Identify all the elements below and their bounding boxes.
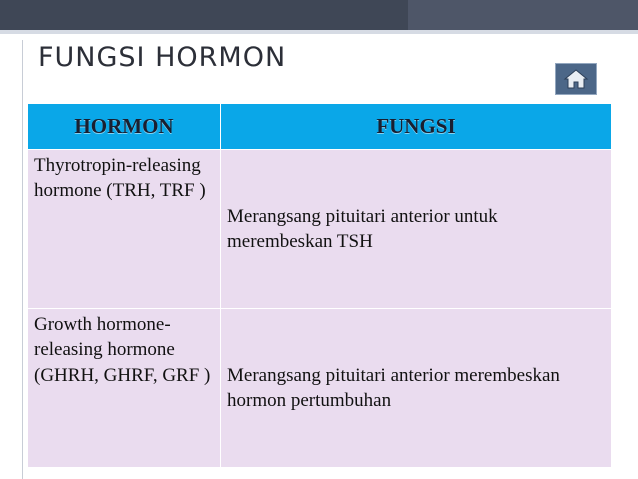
- top-banner-stripe: [0, 30, 638, 34]
- hormone-table: [27, 103, 612, 468]
- header-hormon: HORMON: [28, 104, 221, 150]
- header-fungsi: FUNGSI: [221, 104, 612, 150]
- table-row: [28, 150, 612, 309]
- home-icon: [563, 68, 589, 90]
- hormone-name-cell: Growth hormone-releasing hormone (GHRH, GHRF, GRF ): [28, 309, 221, 468]
- table-header-row: [28, 104, 612, 150]
- hormone-function-cell: Merangsang pituitari anterior merembeskan hormon pertumbuhan: [221, 309, 612, 468]
- table-row: [28, 309, 612, 468]
- hormone-function-cell: Merangsang pituitari anterior untuk merembeskan TSH: [221, 150, 612, 309]
- slide-title: FUNGSI HORMON: [38, 42, 287, 73]
- home-button[interactable]: [555, 63, 597, 95]
- top-banner-corner: [408, 0, 638, 30]
- hormone-name-cell: Thyrotropin-releasing hormone (TRH, TRF ): [28, 150, 221, 309]
- left-margin-line: [22, 40, 23, 479]
